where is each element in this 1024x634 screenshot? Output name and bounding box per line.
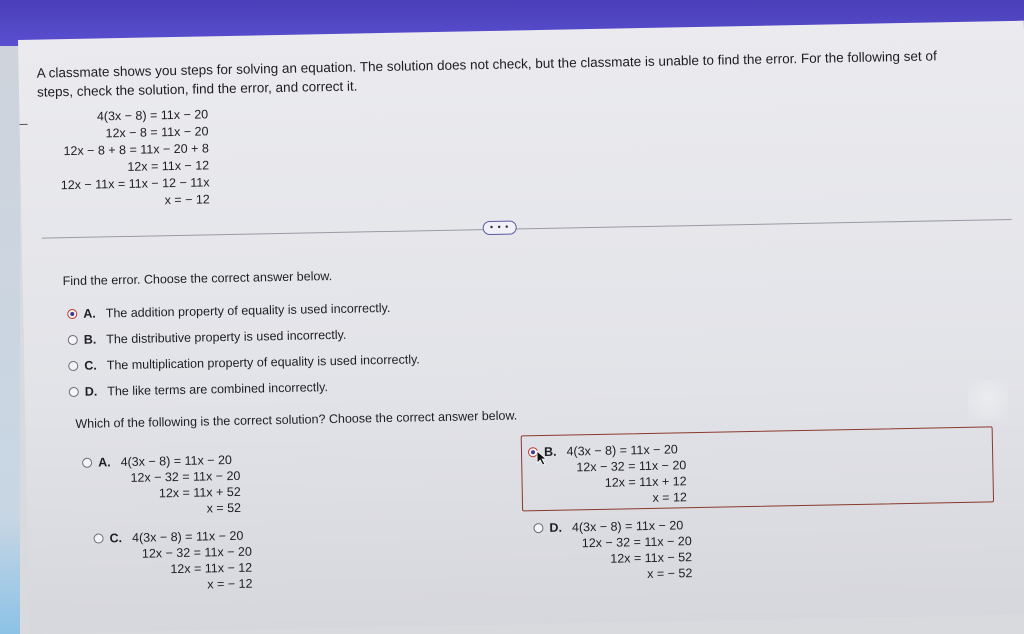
step-line: 12x − 8 + 8 = 11x − 20 + 8: [63, 141, 209, 159]
option-text: The addition property of equality is used incorrectly.: [105, 300, 391, 321]
equation-line: 4(3x − 8) = 11x − 20: [120, 452, 233, 470]
equation-line: x = − 52: [647, 566, 693, 582]
option-text: The multiplication property of equality is used incorrectly.: [106, 352, 420, 373]
part1-option-d[interactable]: [69, 380, 328, 399]
equation-line: 4(3x − 8) = 11x − 20: [571, 518, 684, 535]
step-line: 12x − 11x = 11x − 12 − 11x: [60, 175, 210, 193]
screen-glare: [968, 380, 1008, 420]
option-letter: B.: [543, 444, 557, 459]
part1-option-b[interactable]: [68, 328, 347, 347]
radio-button[interactable]: [69, 387, 79, 397]
equation-line: 12x − 32 = 11x − 20: [576, 458, 687, 475]
radio-button[interactable]: [82, 458, 92, 468]
equation-line: x = 12: [652, 490, 688, 505]
expand-more-button[interactable]: • • •: [483, 220, 517, 235]
part2-option-d[interactable]: [533, 517, 692, 584]
step-line: x = − 12: [164, 192, 210, 208]
equation-line: 4(3x − 8) = 11x − 20: [131, 528, 244, 545]
left-edge-strip: [0, 46, 20, 634]
option-text: The like terms are combined incorrectly.: [107, 380, 329, 399]
option-letter: C.: [84, 358, 97, 373]
part1-option-a[interactable]: [67, 301, 390, 321]
radio-button-selected[interactable]: [67, 309, 77, 319]
option-letter: B.: [83, 332, 97, 347]
radio-button[interactable]: [93, 533, 103, 543]
equation-line: 12x − 32 = 11x − 20: [141, 544, 252, 561]
step-line: 12x = 11x − 12: [127, 158, 210, 174]
equation-line: 12x − 32 = 11x − 20: [130, 468, 241, 485]
equation-line: 12x − 32 = 11x − 20: [581, 534, 692, 551]
step-line: 12x − 8 = 11x − 20: [105, 124, 209, 141]
option-text: The distributive property is used incorrectly.: [106, 327, 347, 347]
equation-line: x = − 12: [207, 576, 253, 592]
option-letter: D.: [84, 384, 98, 399]
part2-option-c[interactable]: [93, 528, 252, 595]
radio-button[interactable]: [533, 523, 543, 533]
equation-line: 12x = 11x + 52: [158, 484, 241, 501]
step-line: 4(3x − 8) = 11x − 20: [96, 107, 209, 124]
part1-prompt: Find the error. Choose the correct answer below.: [62, 269, 333, 289]
option-letter: A.: [83, 306, 96, 321]
option-letter: D.: [549, 520, 563, 535]
part2-option-b[interactable]: [528, 441, 687, 508]
section-divider: [42, 219, 1012, 239]
radio-button[interactable]: [68, 335, 78, 345]
part2-option-a[interactable]: [82, 452, 241, 519]
part1-option-c[interactable]: [68, 352, 420, 373]
equation-line: 12x = 11x − 12: [170, 560, 253, 577]
radio-button[interactable]: [68, 361, 78, 371]
classmate-steps: [59, 106, 210, 211]
option-letter: A.: [97, 455, 111, 470]
question-page: [18, 21, 1024, 634]
equation-line: 12x = 11x − 52: [610, 550, 693, 566]
equation-line: 12x = 11x + 12: [604, 474, 687, 490]
question-text: A classmate shows you steps for solving an equation. The solution does not check, but the classmate is unable to find the error. For the following set of steps, check the solution, find the error, and correct it.: [36, 48, 937, 100]
equation-line: x = 52: [206, 500, 242, 516]
equation-line: 4(3x − 8) = 11x − 20: [566, 442, 678, 459]
part2-prompt: Which of the following is the correct solution? Choose the correct answer below.: [75, 408, 518, 431]
edge-tick: [20, 124, 28, 125]
option-letter: C.: [109, 531, 123, 546]
mouse-cursor-icon: [536, 450, 548, 466]
